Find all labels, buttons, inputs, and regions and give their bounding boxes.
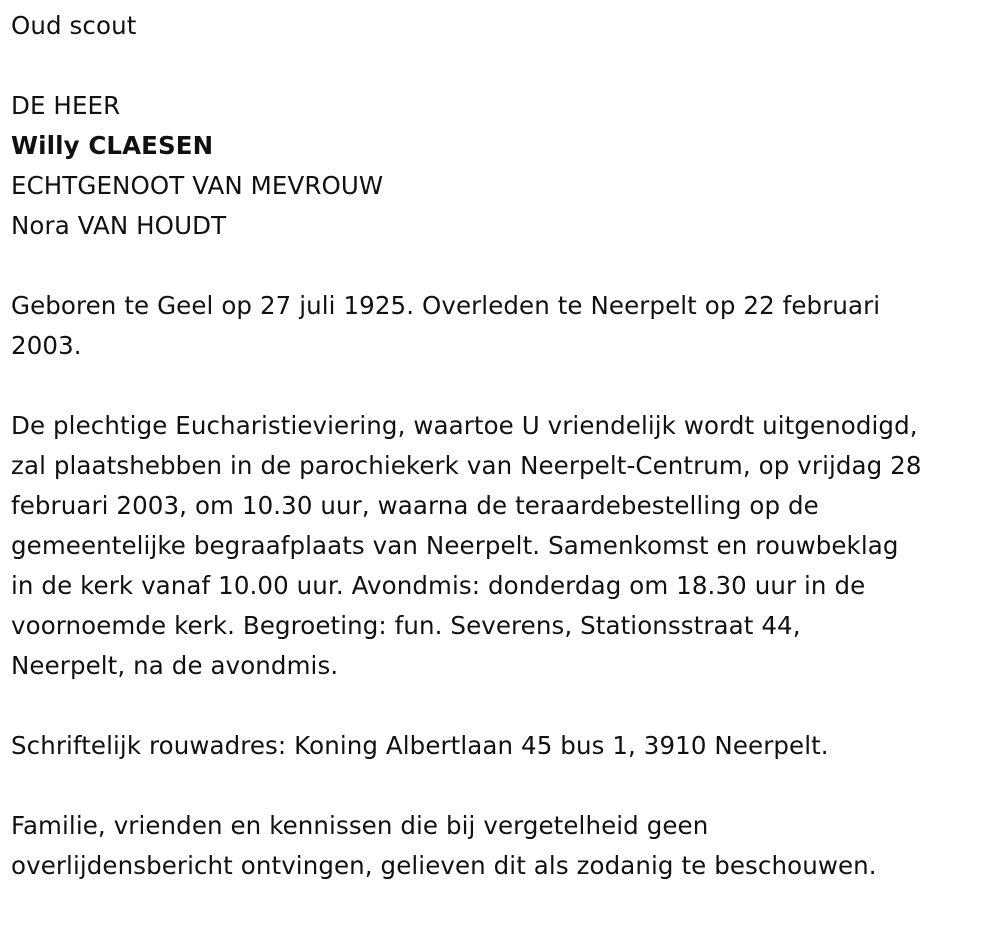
ceremony-line: in de kerk vanaf 10.00 uur. Avondmis: donderdag om 18.30 uur in de xyxy=(11,571,866,600)
closing-line: Familie, vrienden en kennissen die bij vergetelheid geen xyxy=(11,811,709,840)
ceremony-line: februari 2003, om 10.30 uur, waarna de teraardebestelling op de xyxy=(11,491,819,520)
honorific-title: DE HEER xyxy=(11,91,121,120)
spouse-label: ECHTGENOOT VAN MEVROUW xyxy=(11,171,384,200)
obituary-notice xyxy=(11,6,993,886)
mourning-address: Schriftelijk rouwadres: Koning Albertlaan 45 bus 1, 3910 Neerpelt. xyxy=(11,731,829,760)
ceremony-line: zal plaatshebben in de parochiekerk van Neerpelt-Centrum, op vrijdag 28 xyxy=(11,451,922,480)
birth-death-line: 2003. xyxy=(11,331,82,360)
deceased-name: Willy CLAESEN xyxy=(11,131,214,160)
ceremony-line: voornoemde kerk. Begroeting: fun. Severens, Stationsstraat 44, xyxy=(11,611,801,640)
ceremony-line: gemeentelijke begraafplaats van Neerpelt. Samenkomst en rouwbeklag xyxy=(11,531,899,560)
organisation-label: Oud scout xyxy=(11,11,137,40)
ceremony-line: De plechtige Eucharistieviering, waartoe U vriendelijk wordt uitgenodigd, xyxy=(11,411,918,440)
spacer xyxy=(11,246,993,286)
birth-death-line: Geboren te Geel op 27 juli 1925. Overleden te Neerpelt op 22 februari xyxy=(11,291,881,320)
ceremony-paragraph xyxy=(11,406,993,686)
spacer xyxy=(11,686,993,726)
ceremony-line: Neerpelt, na de avondmis. xyxy=(11,651,339,680)
spacer xyxy=(11,46,993,86)
spouse-name: Nora VAN HOUDT xyxy=(11,211,227,240)
spacer xyxy=(11,366,993,406)
spacer xyxy=(11,766,993,806)
closing-line: overlijdensbericht ontvingen, gelieven dit als zodanig te beschouwen. xyxy=(11,851,877,880)
